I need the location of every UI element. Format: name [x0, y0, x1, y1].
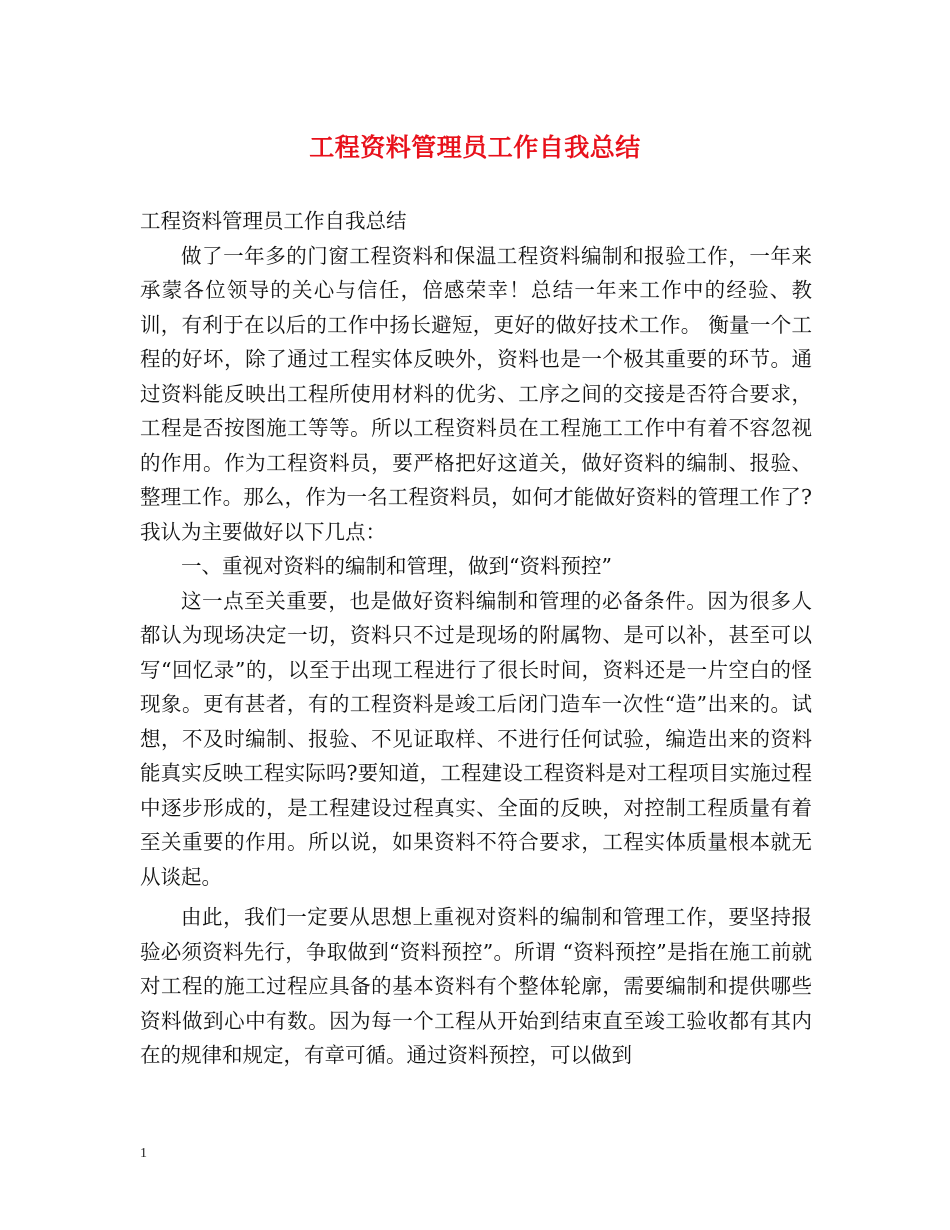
document-title: 工程资料管理员工作自我总结 — [309, 133, 641, 162]
paragraph-section-1-body: 这一点至关重要，也是做好资料编制和管理的必备条件。因为很多人都认为现场决定一切，资料只不过是现场的附属物、是可以补，甚至可以写“回忆录”的，以至于出现工程进行了很长时间，资料还是一片空白的怪现象。更有甚者，有的工程资料是竣工后闭门造车一次性“造”出来的。试想，不及时编制、报验、不见证取样、不进行任何试验，编造出来的资料能真实反映工程实际吗?要知道，工程建设工程资料是对工程项目实施过程中逐步形成的，是工程建设过程真实、全面的反映，对控制工程质量有着至关重要的作用。所以说，如果资料不符合要求，工程实体质量根本就无从谈起。 — [140, 588, 812, 889]
document-body — [140, 204, 812, 1073]
paragraph-section-1-continued: 由此，我们一定要从思想上重视对资料的编制和管理工作，要坚持报验必须资料先行，争取做到“资料预控”。所谓 “资料预控”是指在施工前就对工程的施工过程应具备的基本资料有个整体轮廓，需要编制和提供哪些资料做到心中有数。因为每一个工程从开始到结束直至竣工验收都有其内在的规律和规定，有章可循。通过资料预控，可以做到 — [140, 905, 812, 1067]
page-number: 1 — [140, 1146, 147, 1161]
paragraph-subtitle: 工程资料管理员工作自我总结 — [140, 209, 407, 233]
section-heading-1: 一、重视对资料的编制和管理，做到“资料预控” — [181, 554, 612, 578]
paragraph-intro: 做了一年多的门窗工程资料和保温工程资料编制和报验工作，一年来承蒙各位领导的关心与信任，倍感荣幸！总结一年来工作中的经验、教训，有利于在以后的工作中扬长避短，更好的做好技术工作。 衡量一个工程的好坏，除了通过工程实体反映外，资料也是一个极其重要的环节。通过资料能反映出工程所使用材料的优劣、工序之间的交接是否符合要求，工程是否按图施工等等。所以工程资料员在工程施工工作中有着不容忽视的作用。作为工程资料员，要严格把好这道关，做好资料的编制、报验、整理工作。那么，作为一名工程资料员，如何才能做好资料的管理工作了?我认为主要做好以下几点： — [140, 243, 812, 544]
